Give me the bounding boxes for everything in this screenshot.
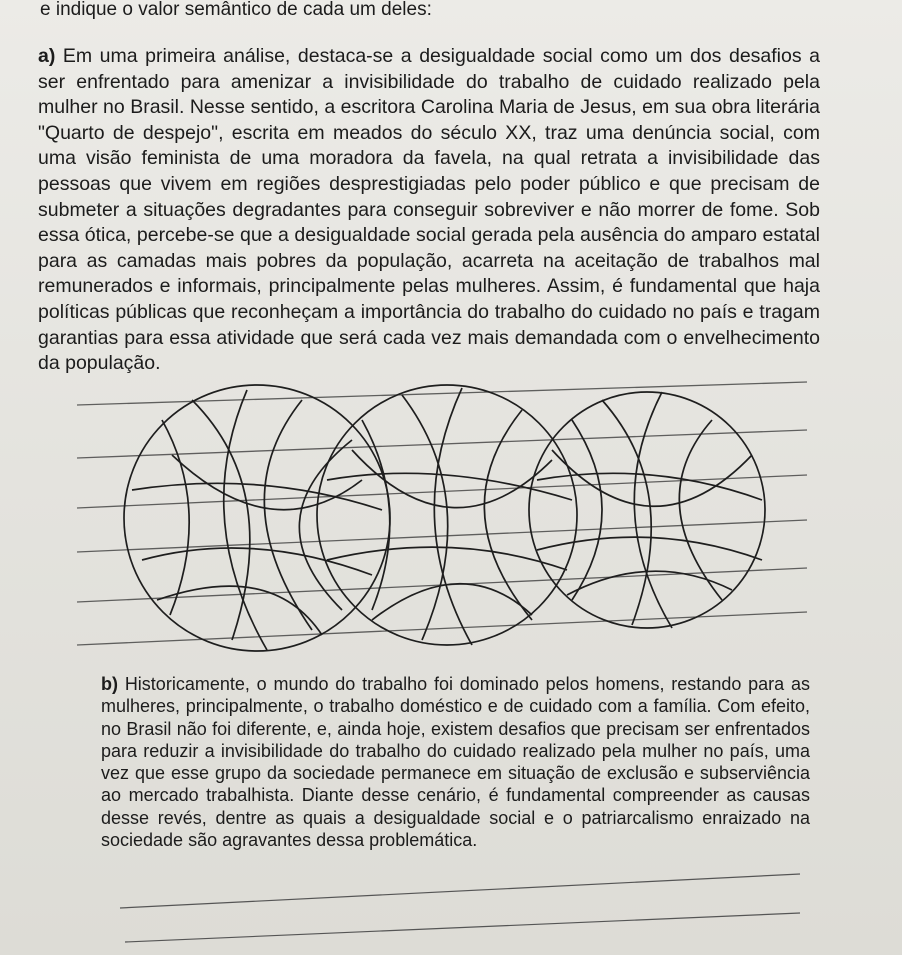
blank-answer-lines (100, 860, 820, 955)
instruction-text: e indique o valor semântico de cada um deles: (40, 0, 432, 20)
answer-b-label: b) (101, 674, 118, 694)
answer-b-paragraph (101, 673, 810, 851)
answer-a-text: Em uma primeira análise, destaca-se a desigualdade social como um dos desafios a ser enfrentado para amenizar a invisibilidade do trabalho de cuidado realizado pela mulher no Brasil. Nesse sentido, a escritora Carolina Maria de Jesus, em sua obra literária "Quarto de despejo", escrita em meados do século XX, traz uma denúncia social, com uma visão feminista de uma moradora da favela, na qual retrata a invisibilidade das pessoas que vivem em regiões desprestigiadas pelo poder público e que precisam de submeter a situações degradantes para conseguir sobreviver e não morrer de fome. Sob essa ótica, percebe-se que a desigualdade social gerada pela ausência do amparo estatal para as camadas mais pobres da população, acarreta na aceitação de trabalhos mal remunerados e informais, principalmente pelas mulheres. Assim, é fundamental que haja políticas públicas que reconheçam a importância do trabalho do cuidado no país e tragam garantias para essa atividade que será cada vez mais demandada com o envelhecimento da população. (38, 45, 820, 375)
flower-circle-doodle (72, 360, 812, 670)
answer-b-text: Historicamente, o mundo do trabalho foi dominado pelos homens, restando para as mulheres, principalmente, o trabalho doméstico e de cuidado com a família. Com efeito, no Brasil não foi diferente, e, ainda hoje, existem desafios que precisam ser enfrentados para reduzir a invisibilidade do trabalho do cuidado realizado pela mulher no país, uma vez que esse grupo da sociedade permanece em situação de exclusão e subserviência ao mercado trabalhista. Diante desse cenário, é fundamental compreender as causas desse revés, dentre as quais a desigualdade social e o patriarcalismo enraizado na sociedade são agravantes dessa problemática. (101, 674, 810, 851)
answer-a-label: a) (38, 45, 56, 67)
answer-a-paragraph (38, 44, 820, 377)
